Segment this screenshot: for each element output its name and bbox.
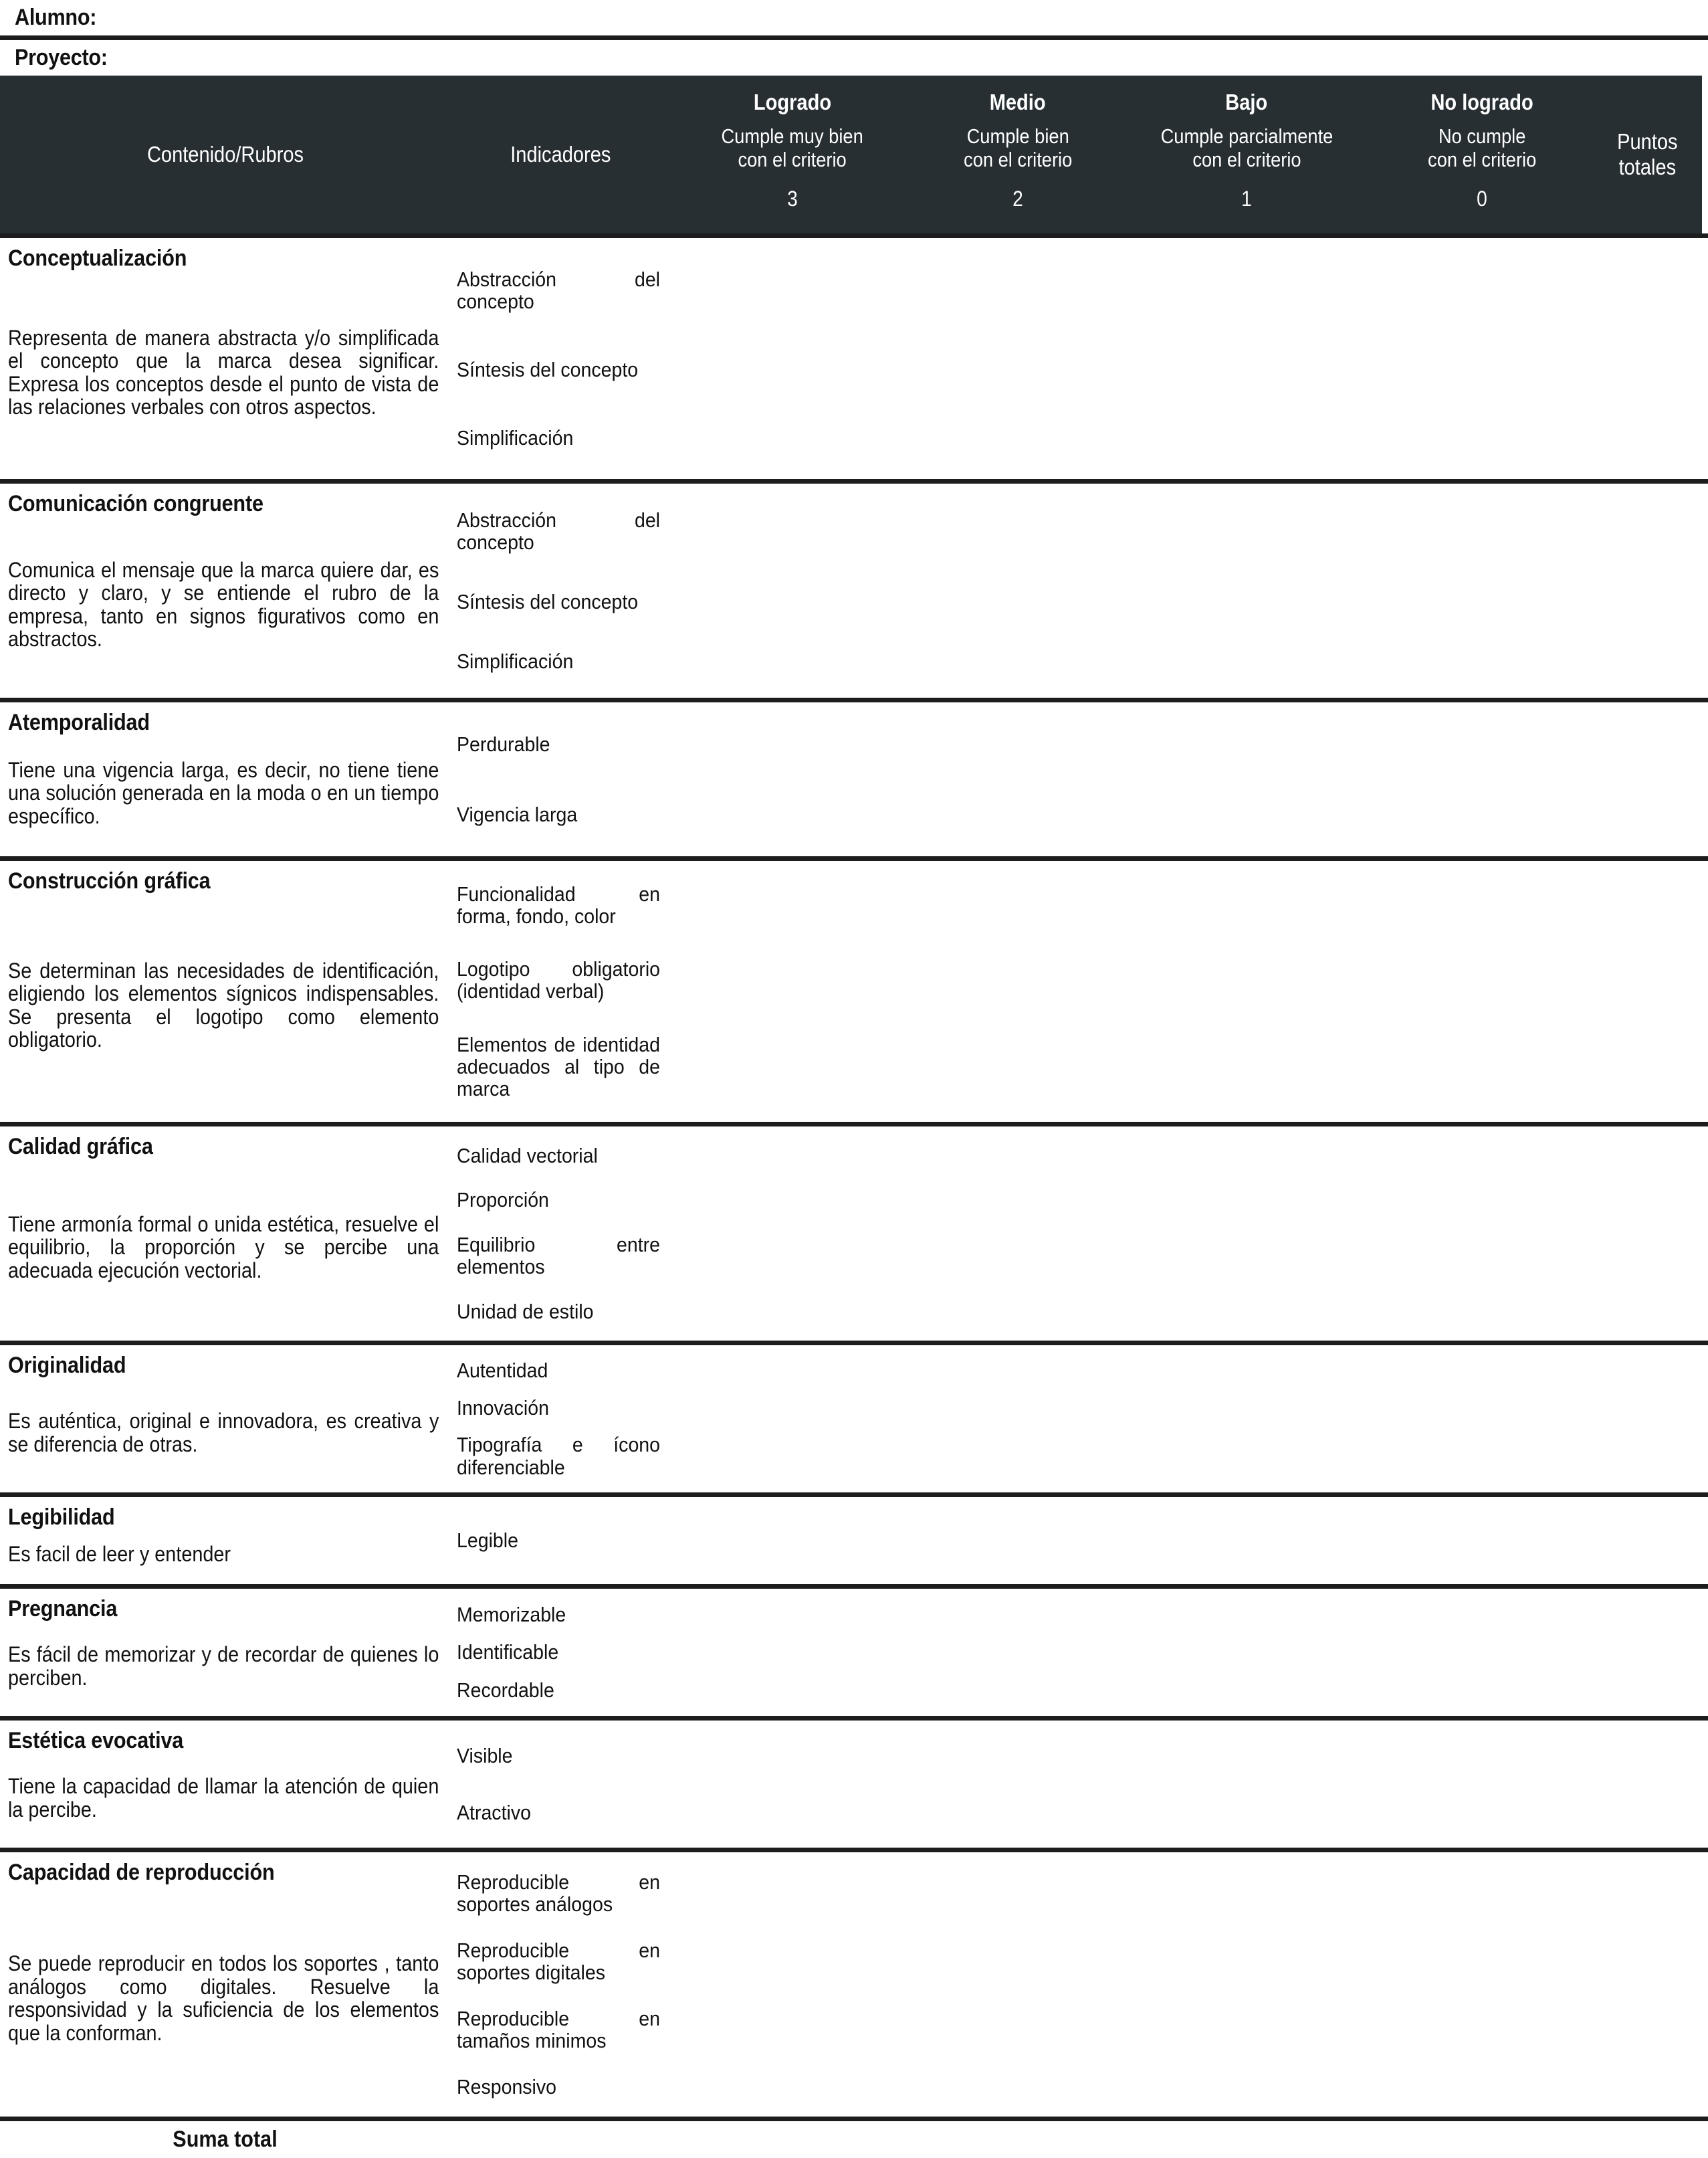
- score-cell-bajo[interactable]: [1122, 702, 1371, 856]
- indicator-item: Proporción: [457, 1188, 549, 1212]
- indicator-item: Memorizable: [457, 1602, 566, 1626]
- rubro-description: Tiene armonía formal o unida estética, resuelve el equilibrio, la proporción y se percibe una adecuada ejecución vectorial.: [8, 1211, 439, 1282]
- rubro-title: Atemporalidad: [8, 710, 150, 735]
- header-scale-bajo: [1122, 76, 1371, 233]
- score-cell-medio[interactable]: [914, 238, 1122, 479]
- score-cell-logrado[interactable]: [671, 1589, 914, 1716]
- score-cell-medio[interactable]: [914, 1721, 1122, 1848]
- score-cell-bajo[interactable]: [1122, 1345, 1371, 1492]
- scale-tier-label: Medio: [990, 90, 1046, 114]
- score-cell-logrado[interactable]: [671, 1721, 914, 1848]
- indicator-item: Calidad vectorial: [457, 1143, 598, 1167]
- header-scale-logrado: [671, 76, 914, 233]
- indicator-item: Vigencia larga: [457, 802, 578, 826]
- score-cell-no-logrado[interactable]: [1371, 1852, 1593, 2117]
- row-divider: [0, 698, 1708, 702]
- table-row: [0, 1589, 1702, 1716]
- indicator-item: Innovación: [457, 1395, 549, 1419]
- header-indicadores-label: Indicadores: [510, 142, 611, 167]
- alumno-label: Alumno:: [15, 5, 97, 30]
- table-row: [0, 1126, 1702, 1341]
- rubro-title: Originalidad: [8, 1353, 126, 1378]
- suma-total-label: Suma total: [173, 2127, 278, 2152]
- row-divider: [0, 479, 1708, 484]
- table-row: [0, 1721, 1702, 1848]
- divider-after-alumno: [0, 35, 1708, 40]
- indicator-item: Equilibrio entre elementos: [457, 1233, 661, 1279]
- table-row: [0, 702, 1702, 856]
- rubro-cell: [0, 1497, 450, 1584]
- scale-desc-label: Cumple bien con el criterio: [963, 124, 1073, 172]
- indicator-item: Perdurable: [457, 732, 550, 756]
- header-indicadores: [450, 76, 671, 233]
- rubro-cell: [0, 1589, 450, 1716]
- indicator-item: Abstracción del concepto: [457, 508, 661, 555]
- score-cell-bajo[interactable]: [1122, 238, 1371, 479]
- score-cell-logrado[interactable]: [671, 861, 914, 1122]
- score-cell-bajo[interactable]: [1122, 1589, 1371, 1716]
- scale-points-label: 2: [1012, 186, 1023, 211]
- row-divider: [0, 1122, 1708, 1126]
- row-divider: [0, 1716, 1708, 1721]
- score-cell-puntos-totales[interactable]: [1593, 484, 1702, 698]
- indicator-item: Autentidad: [457, 1359, 548, 1383]
- score-cell-no-logrado[interactable]: [1371, 238, 1593, 479]
- score-cell-logrado[interactable]: [671, 1852, 914, 2117]
- indicator-item: Síntesis del concepto: [457, 358, 639, 381]
- score-cell-logrado[interactable]: [671, 1497, 914, 1584]
- header-contenido-rubros: [0, 76, 450, 233]
- score-cell-no-logrado[interactable]: [1371, 1345, 1593, 1492]
- score-cell-bajo[interactable]: [1122, 1852, 1371, 2117]
- indicadores-cell: [450, 1589, 671, 1716]
- indicator-item: Simplificación: [457, 649, 574, 673]
- rubro-cell: [0, 484, 450, 698]
- score-cell-no-logrado[interactable]: [1371, 1589, 1593, 1716]
- table-row: [0, 1852, 1702, 2117]
- indicator-item: Funcionalidad en forma, fondo, color: [457, 882, 661, 928]
- score-cell-bajo[interactable]: [1122, 861, 1371, 1122]
- header-puntos-totales: [1593, 76, 1702, 233]
- rubro-title: Calidad gráfica: [8, 1134, 153, 1159]
- rubro-cell: [0, 1721, 450, 1848]
- score-cell-logrado[interactable]: [671, 702, 914, 856]
- score-cell-bajo[interactable]: [1122, 484, 1371, 698]
- indicator-item: Abstracción del concepto: [457, 267, 661, 313]
- score-cell-medio[interactable]: [914, 1589, 1122, 1716]
- score-cell-medio[interactable]: [914, 484, 1122, 698]
- score-cell-no-logrado[interactable]: [1371, 1497, 1593, 1584]
- indicator-item: Logotipo obligatorio (identidad verbal): [457, 957, 661, 1003]
- scale-desc-label: Cumple muy bien con el criterio: [721, 124, 863, 172]
- rubro-description: Es facil de leer y entender: [8, 1542, 231, 1567]
- score-cell-bajo[interactable]: [1122, 1497, 1371, 1584]
- indicator-item: Simplificación: [457, 426, 574, 450]
- rubro-cell: [0, 1852, 450, 2117]
- rubro-cell: [0, 861, 450, 1122]
- indicator-item: Reproducible en soportes digitales: [457, 1938, 661, 1985]
- rubro-description: Representa de manera abstracta y/o simplificada el concepto que la marca desea significar. Expresa los conceptos desde el punto de vista de las relaciones verbales con otros aspectos.: [8, 325, 439, 419]
- score-cell-logrado[interactable]: [671, 1345, 914, 1492]
- indicator-item: Reproducible en soportes análogos: [457, 1870, 661, 1917]
- indicator-item: Elementos de identidad adecuados al tipo de marca: [457, 1032, 661, 1100]
- table-row: [0, 1497, 1702, 1584]
- score-cell-puntos-totales[interactable]: [1593, 861, 1702, 1122]
- rubro-title: Construcción gráfica: [8, 868, 211, 894]
- indicadores-cell: [450, 238, 671, 479]
- rubro-description: Comunica el mensaje que la marca quiere dar, es directo y claro, y se entiende el rubro de la empresa, tanto en signos figurativos como en abstractos.: [8, 557, 439, 652]
- rubro-cell: [0, 1345, 450, 1492]
- score-cell-medio[interactable]: [914, 1497, 1122, 1584]
- score-cell-puntos-totales[interactable]: [1593, 1345, 1702, 1492]
- scale-tier-label: Logrado: [753, 90, 831, 114]
- indicator-item: Atractivo: [457, 1800, 531, 1824]
- indicator-item: Identificable: [457, 1640, 559, 1664]
- indicator-item: Unidad de estilo: [457, 1300, 594, 1324]
- score-cell-medio[interactable]: [914, 1852, 1122, 2117]
- rubro-cell: [0, 1126, 450, 1341]
- score-cell-medio[interactable]: [914, 702, 1122, 856]
- header-contenido-rubros-label: Contenido/Rubros: [146, 142, 304, 167]
- rubro-description: Tiene la capacidad de llamar la atención de quien la percibe.: [8, 1774, 439, 1822]
- indicadores-cell: [450, 484, 671, 698]
- header-scale-medio: [914, 76, 1122, 233]
- indicator-item: Síntesis del concepto: [457, 589, 639, 613]
- score-cell-medio[interactable]: [914, 1126, 1122, 1341]
- scale-points-label: 1: [1241, 186, 1252, 211]
- divider-before-suma-total: [0, 2117, 1708, 2121]
- proyecto-label: Proyecto:: [15, 45, 108, 70]
- rubro-description: Se puede reproducir en todos los soportes , tanto análogos como digitales. Resuelve la responsividad y la suficiencia de los elementos que la conforman.: [8, 1951, 439, 2045]
- score-cell-puntos-totales[interactable]: [1593, 1721, 1702, 1848]
- scale-desc-label: No cumple con el criterio: [1427, 124, 1537, 172]
- header-scale-no-logrado: [1371, 76, 1593, 233]
- score-cell-puntos-totales[interactable]: [1593, 1852, 1702, 2117]
- table-row: [0, 1345, 1702, 1492]
- rubro-cell: [0, 702, 450, 856]
- header-puntos-totales-label: Puntos totales: [1617, 129, 1678, 179]
- rubro-title: Comunicación congruente: [8, 491, 263, 516]
- rubro-title: Capacidad de reproducción: [8, 1860, 275, 1885]
- score-cell-no-logrado[interactable]: [1371, 1126, 1593, 1341]
- proyecto-field-row[interactable]: [0, 40, 1708, 76]
- rubro-description: Tiene una vigencia larga, es decir, no tiene tiene una solución generada en la moda o en un tiempo específico.: [8, 757, 439, 828]
- rubro-description: Es fácil de memorizar y de recordar de quienes lo perciben.: [8, 1642, 439, 1690]
- indicadores-cell: [450, 1126, 671, 1341]
- indicadores-cell: [450, 861, 671, 1122]
- score-cell-no-logrado[interactable]: [1371, 702, 1593, 856]
- rubro-title: Conceptualización: [8, 246, 187, 271]
- suma-total-row: [0, 2121, 1702, 2158]
- table-row: [0, 238, 1702, 479]
- score-cell-puntos-totales[interactable]: [1593, 1126, 1702, 1341]
- scale-points-label: 0: [1477, 186, 1487, 211]
- indicator-item: Tipografía e ícono diferenciable: [457, 1433, 661, 1479]
- rubro-description: Se determinan las necesidades de identificación, eligiendo los elementos sígnicos indispensables. Se presenta el logotipo como elemento obligatorio.: [8, 958, 439, 1052]
- rubro-title: Legibilidad: [8, 1504, 115, 1530]
- score-cell-no-logrado[interactable]: [1371, 484, 1593, 698]
- indicadores-cell: [450, 1345, 671, 1492]
- score-cell-no-logrado[interactable]: [1371, 1721, 1593, 1848]
- score-cell-logrado[interactable]: [671, 1126, 914, 1341]
- row-divider: [0, 1848, 1708, 1852]
- indicator-item: Responsivo: [457, 2074, 557, 2098]
- score-cell-puntos-totales[interactable]: [1593, 1589, 1702, 1716]
- scale-tier-label: Bajo: [1225, 90, 1268, 114]
- indicator-item: Visible: [457, 1743, 513, 1767]
- score-cell-puntos-totales[interactable]: [1593, 1497, 1702, 1584]
- indicadores-cell: [450, 1721, 671, 1848]
- row-divider: [0, 233, 1708, 238]
- table-body: [0, 233, 1708, 2117]
- score-cell-no-logrado[interactable]: [1371, 861, 1593, 1122]
- alumno-field-row[interactable]: [0, 0, 1708, 35]
- score-cell-medio[interactable]: [914, 861, 1122, 1122]
- indicator-item: Legible: [457, 1529, 518, 1553]
- scale-desc-label: Cumple parcialmente con el criterio: [1160, 124, 1333, 172]
- indicator-item: Recordable: [457, 1678, 554, 1702]
- score-cell-medio[interactable]: [914, 1345, 1122, 1492]
- score-cell-puntos-totales[interactable]: [1593, 702, 1702, 856]
- score-cell-logrado[interactable]: [671, 484, 914, 698]
- rubro-description: Es auténtica, original e innovadora, es creativa y se diferencia de otras.: [8, 1409, 439, 1456]
- row-divider: [0, 1492, 1708, 1497]
- score-cell-bajo[interactable]: [1122, 1126, 1371, 1341]
- score-cell-logrado[interactable]: [671, 238, 914, 479]
- rubro-cell: [0, 238, 450, 479]
- row-divider: [0, 1341, 1708, 1345]
- rubro-title: Pregnancia: [8, 1596, 118, 1622]
- row-divider: [0, 856, 1708, 861]
- table-row: [0, 484, 1702, 698]
- suma-total-indicator-spacer: [450, 2133, 671, 2147]
- scale-tier-label: No logrado: [1430, 90, 1533, 114]
- indicator-item: Reproducible en tamaños minimos: [457, 2006, 661, 2053]
- row-divider: [0, 1584, 1708, 1589]
- table-header: [0, 76, 1702, 233]
- indicadores-cell: [450, 702, 671, 856]
- table-row: [0, 861, 1702, 1122]
- indicadores-cell: [450, 1852, 671, 2117]
- indicadores-cell: [450, 1497, 671, 1584]
- score-cell-puntos-totales[interactable]: [1593, 238, 1702, 479]
- rubro-title: Estética evocativa: [8, 1728, 184, 1753]
- scale-points-label: 3: [786, 186, 798, 211]
- score-cell-bajo[interactable]: [1122, 1721, 1371, 1848]
